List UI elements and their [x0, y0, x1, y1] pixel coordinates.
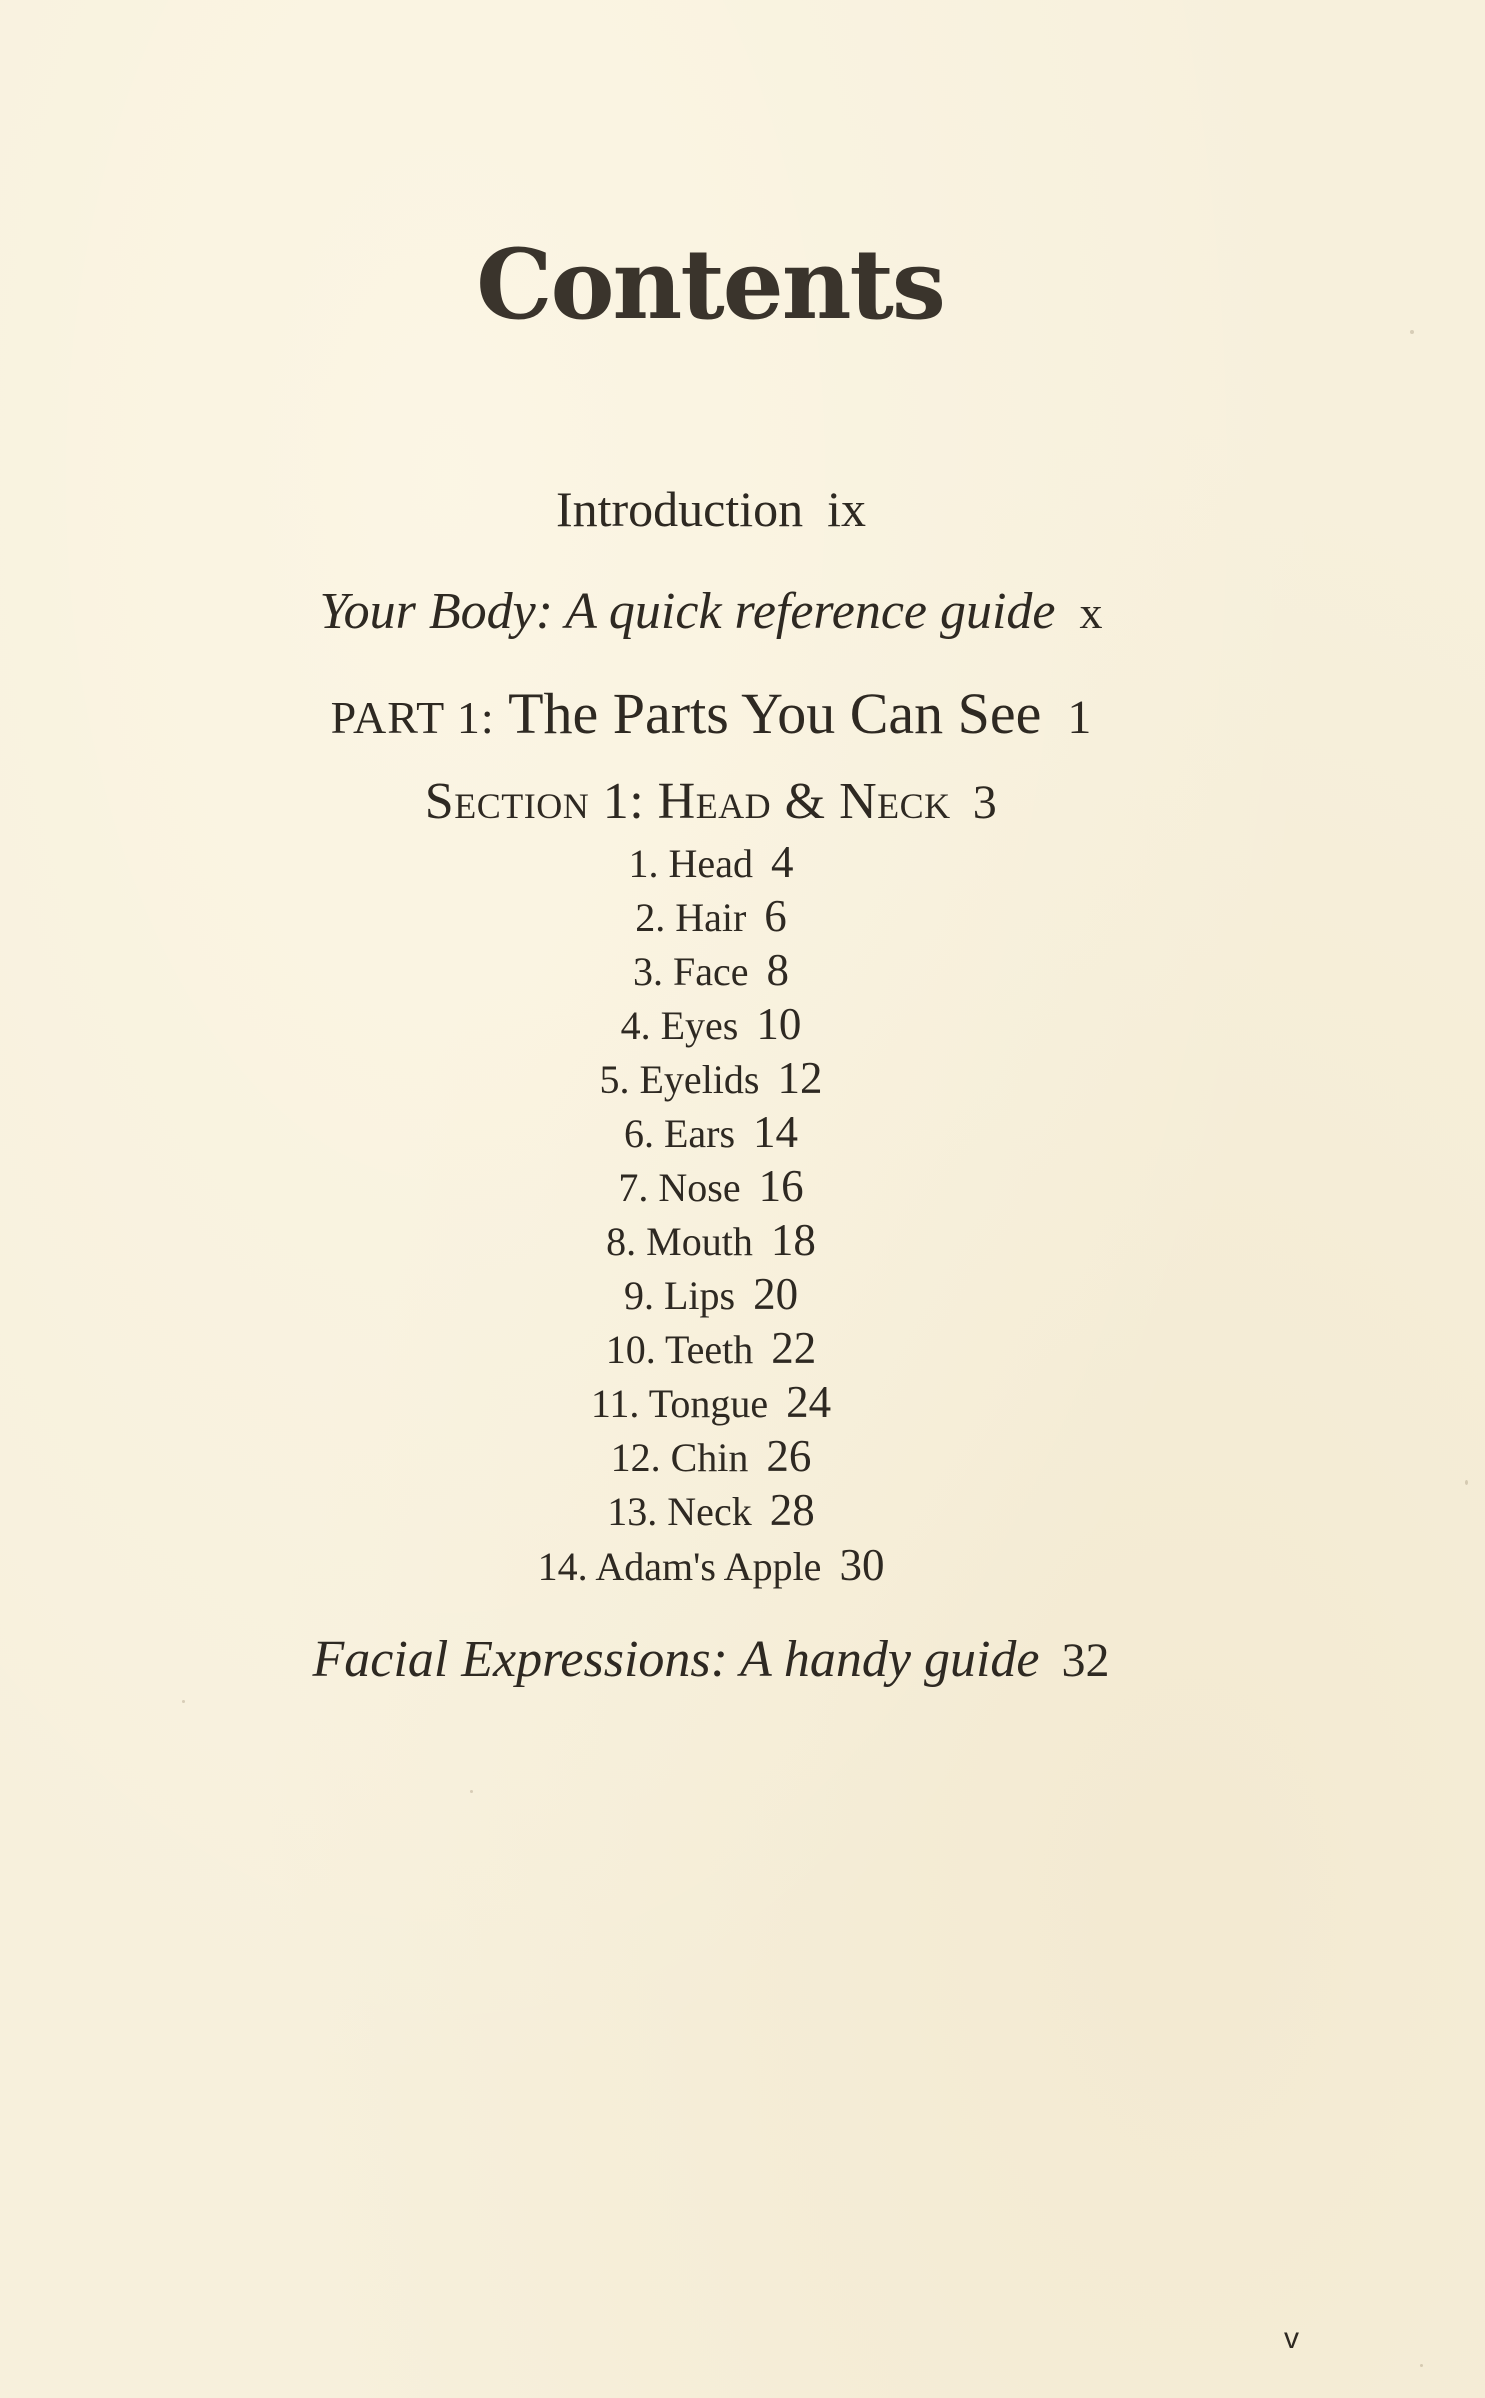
- toc-entry: [0, 1160, 1422, 1212]
- toc-entry-page: 28: [769, 1485, 815, 1535]
- paper-speck: [1420, 2364, 1423, 2367]
- toc-facial-expressions-page: 32: [1061, 1634, 1110, 1687]
- toc-part-prefix: PART 1:: [330, 692, 495, 743]
- toc-facial-expressions: [0, 1630, 1422, 1689]
- toc-entry-label: 3. Face: [632, 949, 749, 994]
- toc-entry-label: 5. Eyelids: [599, 1057, 760, 1102]
- toc-part-1: [0, 680, 1422, 747]
- toc-entry: [0, 1214, 1422, 1266]
- toc-entry-page: 8: [766, 945, 789, 995]
- toc-entry-label: 13. Neck: [607, 1489, 752, 1534]
- toc-entry: [0, 1052, 1422, 1104]
- toc-introduction-label: Introduction: [555, 481, 804, 537]
- paper-speck: [182, 1700, 185, 1703]
- toc-entry: [0, 1376, 1422, 1428]
- toc-entry: [0, 944, 1422, 996]
- toc-introduction: [0, 480, 1422, 538]
- toc-entry: [0, 890, 1422, 942]
- toc-entry-label: 10. Teeth: [605, 1327, 754, 1372]
- paper-speck: [1465, 1480, 1468, 1485]
- toc-entry: [0, 1322, 1422, 1374]
- toc-entry-page: 16: [758, 1161, 804, 1211]
- toc-entry: [0, 1106, 1422, 1158]
- toc-entry-label: 8. Mouth: [606, 1219, 753, 1264]
- toc-part-label: The Parts You Can See: [508, 681, 1042, 746]
- toc-entry-page: 14: [753, 1107, 799, 1157]
- toc-entry: [0, 1430, 1422, 1482]
- toc-entry-page: 12: [777, 1053, 823, 1103]
- page-title: Contents: [476, 228, 944, 341]
- toc-entry-page: 20: [753, 1269, 799, 1319]
- toc-entry-label: 1. Head: [628, 841, 753, 886]
- toc-section-1: [0, 772, 1422, 831]
- toc-part-page: 1: [1067, 691, 1092, 744]
- toc-section-page: 3: [972, 776, 998, 829]
- toc-entry: [0, 998, 1422, 1050]
- toc-section-label: Section 1: Head & Neck: [424, 773, 951, 830]
- toc-entry-label: 9. Lips: [623, 1273, 736, 1318]
- toc-entry: [0, 1268, 1422, 1320]
- toc-entry: [0, 836, 1422, 888]
- toc-introduction-page: ix: [827, 481, 867, 537]
- toc-entry-page: 24: [786, 1377, 832, 1427]
- toc-entry-page: 26: [766, 1431, 812, 1481]
- toc-quick-reference: [0, 582, 1422, 641]
- toc-entry-page: 30: [839, 1540, 885, 1590]
- toc-quick-reference-page: x: [1079, 587, 1103, 638]
- toc-facial-expressions-label: Facial Expressions: A handy guide: [312, 1631, 1040, 1688]
- toc-entry-label: 12. Chin: [610, 1435, 749, 1480]
- toc-entry-label: 14. Adam's Apple: [537, 1544, 822, 1589]
- toc-entry-page: 4: [770, 837, 794, 887]
- toc-entry-page: 10: [756, 999, 802, 1049]
- toc-entry-page: 6: [764, 891, 787, 941]
- toc-entry-page: 22: [771, 1323, 817, 1373]
- paper-speck: [1410, 330, 1414, 334]
- toc-entry-label: 11. Tongue: [590, 1381, 769, 1426]
- toc-entry-label: 7. Nose: [618, 1165, 741, 1210]
- page-number: v: [1284, 2322, 1299, 2355]
- toc-entry: [0, 1539, 1422, 1591]
- toc-entry: [0, 1484, 1422, 1536]
- paper-speck: [470, 1790, 473, 1793]
- toc-entry-page: 18: [770, 1215, 816, 1265]
- toc-entry-label: 4. Eyes: [620, 1003, 739, 1048]
- toc-entry-label: 6. Ears: [623, 1111, 736, 1156]
- toc-entry-label: 2. Hair: [635, 895, 747, 940]
- toc-quick-reference-label: Your Body: A quick reference guide: [319, 583, 1056, 640]
